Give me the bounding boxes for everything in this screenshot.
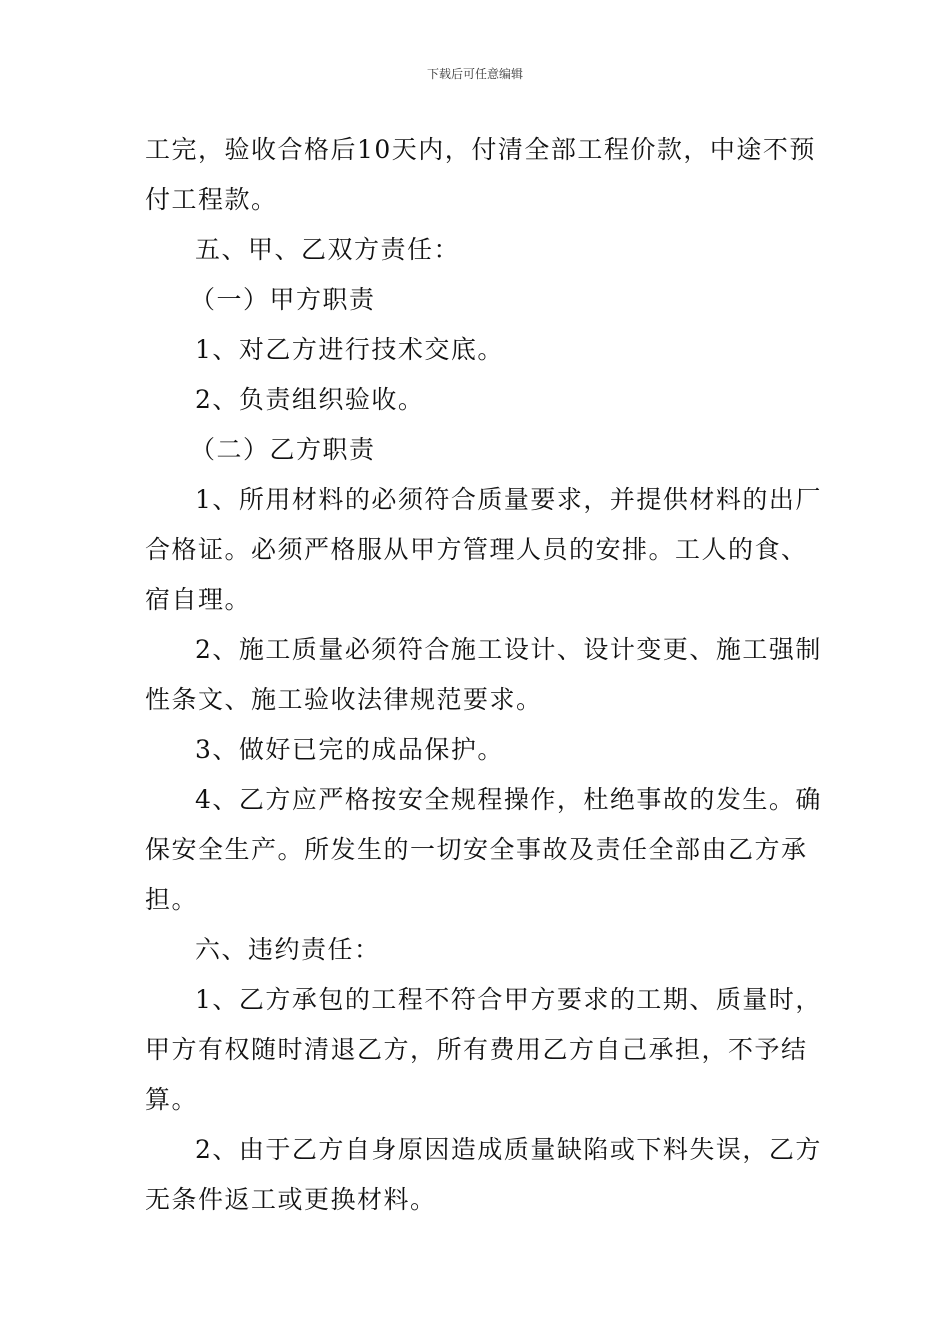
paragraph-line: 付工程款。 — [145, 185, 278, 214]
page-header: 下载后可任意编辑 — [426, 67, 523, 81]
paragraph-line: 合格证。必须严格服从甲方管理人员的安排。工人的食、 — [145, 535, 808, 564]
list-item: 1、所用材料的必须符合质量要求，并提供材料的出厂 — [195, 485, 822, 514]
subsection-heading: （一）甲方职责 — [190, 285, 376, 314]
list-item: 2、由于乙方自身原因造成质量缺陷或下料失误，乙方 — [195, 1135, 822, 1164]
document-body — [145, 125, 822, 1225]
list-item: 2、施工质量必须符合施工设计、设计变更、施工强制 — [195, 635, 822, 664]
list-item: 1、对乙方进行技术交底。 — [195, 335, 504, 364]
section-heading: 五、甲、乙双方责任： — [195, 235, 461, 264]
paragraph-line: 保安全生产。所发生的一切安全事故及责任全部由乙方承 — [145, 835, 808, 864]
list-item: 2、负责组织验收。 — [195, 385, 425, 414]
paragraph-line: 宿自理。 — [145, 585, 252, 614]
list-item: 1、乙方承包的工程不符合甲方要求的工期、质量时， — [195, 985, 822, 1014]
paragraph-line: 甲方有权随时清退乙方，所有费用乙方自己承担，不予结 — [145, 1035, 808, 1064]
list-item: 4、乙方应严格按安全规程操作，杜绝事故的发生。确 — [195, 785, 822, 814]
section-heading: 六、违约责任： — [195, 935, 381, 964]
paragraph-line: 性条文、施工验收法律规范要求。 — [145, 685, 543, 714]
subsection-heading: （二）乙方职责 — [190, 435, 376, 464]
list-item: 3、做好已完的成品保护。 — [195, 735, 504, 764]
paragraph-line: 担。 — [145, 885, 199, 914]
paragraph-line: 工完，验收合格后10天内，付清全部工程价款，中途不预 — [145, 135, 816, 164]
paragraph-line: 算。 — [145, 1085, 199, 1114]
paragraph-line: 无条件返工或更换材料。 — [145, 1185, 437, 1214]
